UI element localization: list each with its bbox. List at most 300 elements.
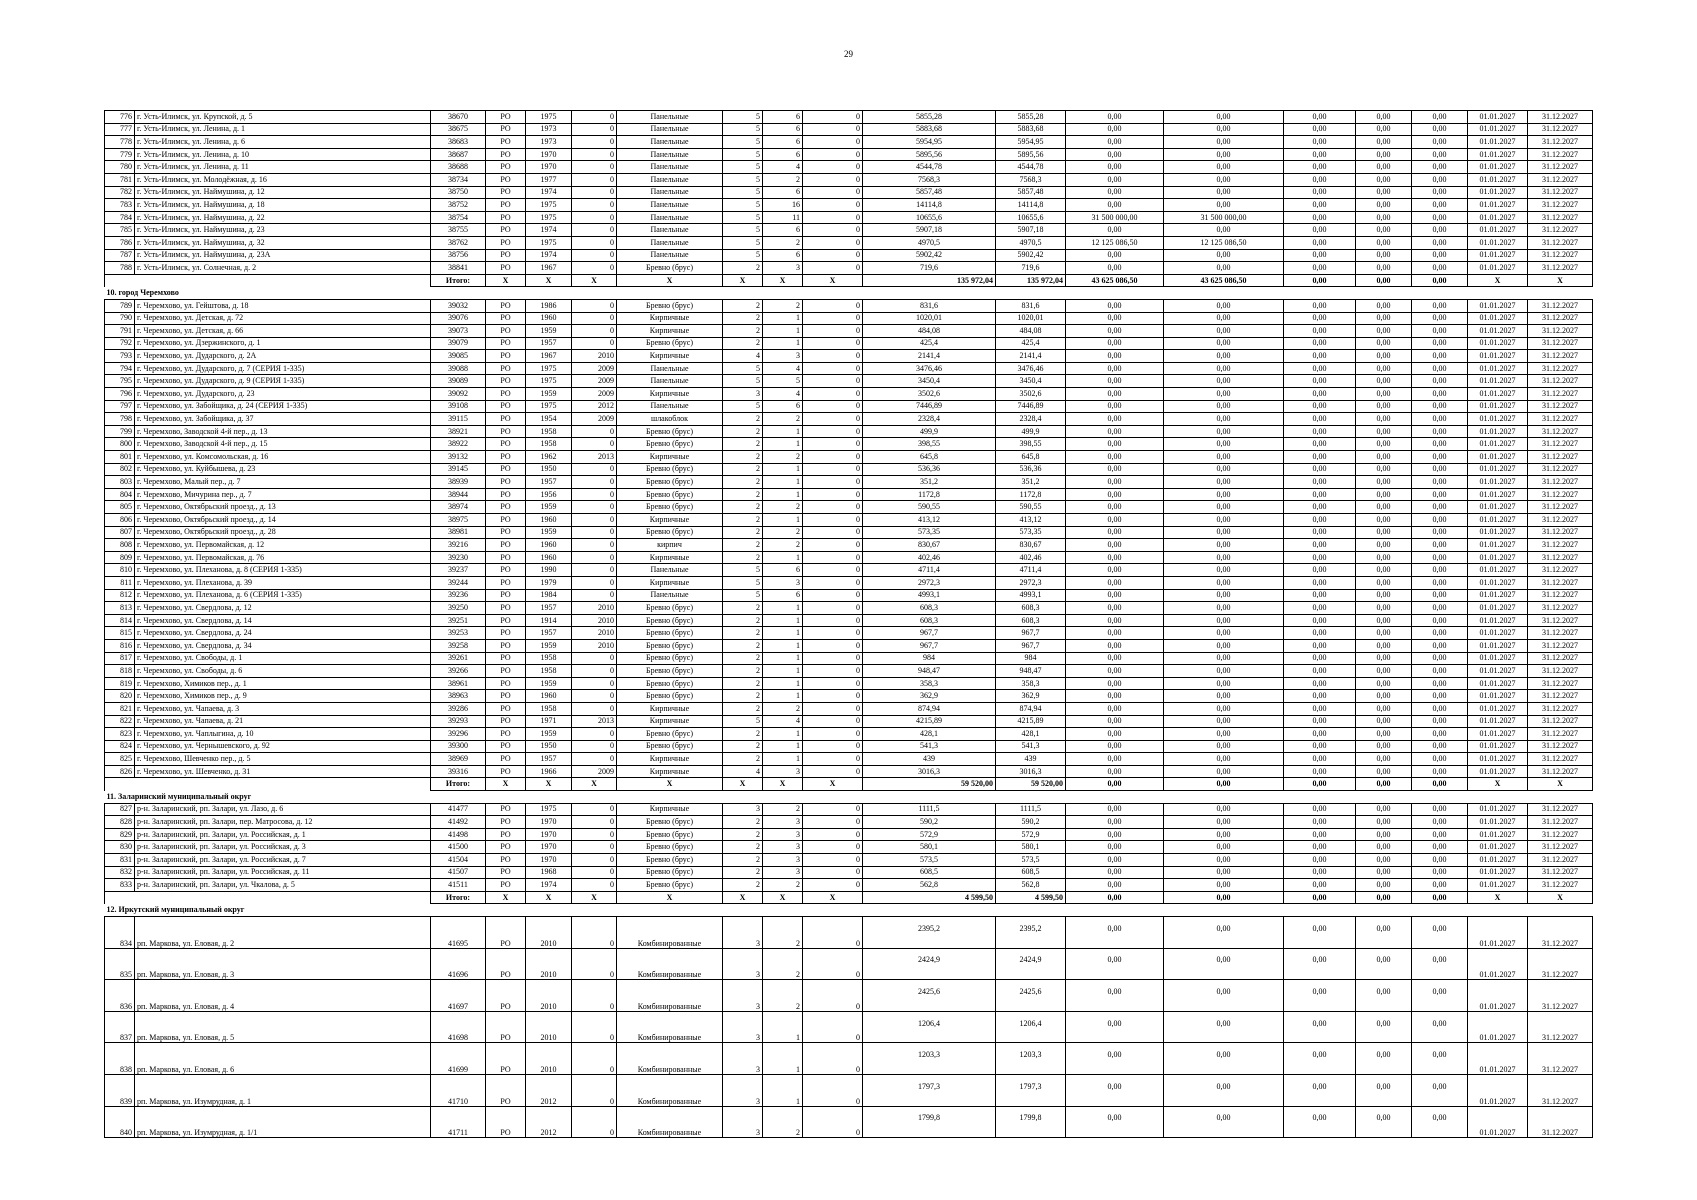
table-cell: РО [486, 602, 526, 615]
table-cell: 5883,68 [863, 123, 996, 136]
table-cell: 0,00 [1066, 1043, 1164, 1075]
table-cell: 0,00 [1356, 388, 1412, 401]
table-cell: 1797,3 [863, 1074, 996, 1106]
table-cell: 0,00 [1412, 123, 1468, 136]
table-cell: 0,00 [1356, 299, 1412, 312]
table-cell: 4711,4 [996, 564, 1066, 577]
row-number: 804 [105, 488, 135, 501]
table-cell: РО [486, 1011, 526, 1043]
table-cell: 2 [763, 526, 803, 539]
table-cell: 0,00 [1412, 451, 1468, 464]
table-cell: 0,00 [1066, 539, 1164, 552]
table-cell: 0 [572, 576, 617, 589]
row-number: 835 [105, 948, 135, 980]
table-cell: 5954,95 [996, 136, 1066, 149]
table-cell: 31.12.2027 [1528, 639, 1593, 652]
address-cell: г. Черемхово, Заводской 4-й пер., д. 13 [135, 425, 431, 438]
table-cell: Бревно (брус) [617, 690, 723, 703]
table-cell: 0,00 [1284, 702, 1356, 715]
table-cell: 0,00 [1066, 148, 1164, 161]
table-cell: 5 [723, 236, 763, 249]
total-cell: 0,00 [1066, 891, 1164, 904]
table-cell: 31.12.2027 [1528, 199, 1593, 212]
table-cell: 01.01.2027 [1468, 765, 1528, 778]
table-cell: Бревно (брус) [617, 627, 723, 640]
table-cell: 01.01.2027 [1468, 602, 1528, 615]
table-cell: 0,00 [1066, 728, 1164, 741]
table-cell: 1 [763, 463, 803, 476]
total-cell: X [572, 891, 617, 904]
table-cell: Кирпичные [617, 715, 723, 728]
table-cell: 0 [572, 1106, 617, 1138]
table-cell: 1975 [526, 375, 572, 388]
table-cell: 1 [763, 551, 803, 564]
address-cell: р-н. Заларинский, рп. Залари, пер. Матросова, д. 12 [135, 816, 431, 829]
table-cell: 0,00 [1066, 948, 1164, 980]
table-cell: 31.12.2027 [1528, 589, 1593, 602]
table-cell: 39092 [431, 388, 486, 401]
table-cell: РО [486, 249, 526, 262]
table-cell: 0,00 [1284, 948, 1356, 980]
table-cell: 1 [763, 514, 803, 527]
table-cell: 0 [803, 224, 863, 237]
table-cell: 38755 [431, 224, 486, 237]
table-cell: 1958 [526, 702, 572, 715]
table-cell: 0 [572, 1043, 617, 1075]
table-cell: 2 [723, 677, 763, 690]
table-cell: 536,36 [863, 463, 996, 476]
table-cell: 2 [723, 325, 763, 338]
total-cell: 135 972,04 [996, 274, 1066, 287]
table-cell: 0,00 [1356, 173, 1412, 186]
table-cell: 0 [803, 1074, 863, 1106]
table-cell: 1020,01 [996, 312, 1066, 325]
table-cell: 0 [572, 438, 617, 451]
table-cell: 2 [723, 690, 763, 703]
table-cell: 0,00 [1164, 1106, 1284, 1138]
table-cell: 0,00 [1284, 224, 1356, 237]
table-cell: 0,00 [1164, 224, 1284, 237]
total-cell: X [617, 891, 723, 904]
table-cell: 01.01.2027 [1468, 753, 1528, 766]
table-cell: 4711,4 [863, 564, 996, 577]
table-cell: 0,00 [1412, 1074, 1468, 1106]
table-cell: 01.01.2027 [1468, 111, 1528, 124]
address-cell: г. Черемхово, ул. Чернышевского, д. 92 [135, 740, 431, 753]
table-cell: 2 [763, 980, 803, 1012]
table-cell: 0 [572, 980, 617, 1012]
table-cell: 0,00 [1066, 476, 1164, 489]
table-cell: 39251 [431, 614, 486, 627]
table-cell: 2013 [572, 451, 617, 464]
table-cell: 0,00 [1356, 702, 1412, 715]
total-cell: X [763, 778, 803, 791]
table-cell: РО [486, 111, 526, 124]
table-cell: 0,00 [1356, 728, 1412, 741]
table-cell: Панельные [617, 111, 723, 124]
table-cell: 31.12.2027 [1528, 350, 1593, 363]
table-cell: 01.01.2027 [1468, 173, 1528, 186]
total-cell: 0,00 [1356, 778, 1412, 791]
address-cell: рп. Маркова, ул. Еловая, д. 5 [135, 1011, 431, 1043]
table-cell: 1950 [526, 463, 572, 476]
table-cell: 0,00 [1284, 262, 1356, 275]
table-cell: 0,00 [1356, 589, 1412, 602]
table-cell: 645,8 [996, 451, 1066, 464]
table-cell: 1957 [526, 602, 572, 615]
table-cell: 0,00 [1164, 690, 1284, 703]
table-cell: 31.12.2027 [1528, 879, 1593, 892]
table-cell: 1959 [526, 325, 572, 338]
table-cell: 0 [572, 161, 617, 174]
table-cell: 0 [572, 652, 617, 665]
table-cell: 4 [723, 765, 763, 778]
table-cell: 5954,95 [863, 136, 996, 149]
table-cell: 01.01.2027 [1468, 841, 1528, 854]
table-cell: 590,55 [863, 501, 996, 514]
table-cell: 38921 [431, 425, 486, 438]
table-cell: 01.01.2027 [1468, 375, 1528, 388]
table-cell: Бревно (брус) [617, 740, 723, 753]
table-cell: 0 [803, 375, 863, 388]
table-cell: 38944 [431, 488, 486, 501]
table-cell: 0,00 [1284, 514, 1356, 527]
table-cell: 0,00 [1164, 841, 1284, 854]
address-cell: г. Черемхово, ул. Первомайская, д. 12 [135, 539, 431, 552]
table-cell: 0,00 [1284, 312, 1356, 325]
table-cell: 5907,18 [863, 224, 996, 237]
table-cell: 0,00 [1412, 627, 1468, 640]
table-cell: 0 [803, 514, 863, 527]
table-cell: 0 [572, 224, 617, 237]
table-cell: 0,00 [1164, 148, 1284, 161]
table-cell: 0,00 [1164, 375, 1284, 388]
address-cell: г. Черемхово, ул. Дударского, д. 23 [135, 388, 431, 401]
table-cell: 2012 [526, 1074, 572, 1106]
row-number: 820 [105, 690, 135, 703]
table-cell: 31.12.2027 [1528, 602, 1593, 615]
table-cell: 0 [803, 501, 863, 514]
table-cell: 1967 [526, 350, 572, 363]
table-cell: 0,00 [1412, 375, 1468, 388]
row-number: 810 [105, 564, 135, 577]
address-cell: г. Черемхово, Октябрьский проезд., д. 28 [135, 526, 431, 539]
table-cell: 31 500 000,00 [1066, 211, 1164, 224]
table-row [105, 299, 1593, 312]
table-cell: 0,00 [1284, 161, 1356, 174]
table-cell: 6 [763, 400, 803, 413]
table-cell: Кирпичные [617, 765, 723, 778]
row-number: 816 [105, 639, 135, 652]
table-cell: 0,00 [1284, 1043, 1356, 1075]
table-cell: 358,3 [996, 677, 1066, 690]
row-number: 784 [105, 211, 135, 224]
table-cell: 39089 [431, 375, 486, 388]
table-cell: РО [486, 325, 526, 338]
table-row [105, 627, 1593, 640]
table-cell: 31.12.2027 [1528, 488, 1593, 501]
table-row [105, 312, 1593, 325]
row-number: 812 [105, 589, 135, 602]
table-cell: 41695 [431, 917, 486, 949]
table-cell: 0 [572, 337, 617, 350]
table-cell: 31 500 000,00 [1164, 211, 1284, 224]
table-cell: 39300 [431, 740, 486, 753]
table-cell: 31.12.2027 [1528, 1011, 1593, 1043]
table-cell: 31.12.2027 [1528, 111, 1593, 124]
table-cell: 3 [763, 262, 803, 275]
table-cell: 6 [763, 224, 803, 237]
table-cell: 31.12.2027 [1528, 514, 1593, 527]
table-cell: 0,00 [1356, 816, 1412, 829]
section-header-row [105, 904, 1593, 917]
total-cell: X [1468, 274, 1528, 287]
table-cell: 01.01.2027 [1468, 728, 1528, 741]
table-cell: 1957 [526, 627, 572, 640]
table-cell: 413,12 [863, 514, 996, 527]
table-cell: 0,00 [1164, 614, 1284, 627]
table-body [105, 111, 1593, 1138]
table-cell: РО [486, 262, 526, 275]
table-cell: 580,1 [996, 841, 1066, 854]
table-cell: 0,00 [1284, 337, 1356, 350]
table-cell: 1957 [526, 476, 572, 489]
table-cell: 0 [803, 400, 863, 413]
table-cell: 0,00 [1356, 249, 1412, 262]
table-cell: 0,00 [1164, 451, 1284, 464]
table-cell: 0,00 [1412, 639, 1468, 652]
table-cell: 0,00 [1412, 249, 1468, 262]
table-cell: 0,00 [1412, 325, 1468, 338]
table-cell: 01.01.2027 [1468, 980, 1528, 1012]
table-cell: 425,4 [863, 337, 996, 350]
table-cell: 0,00 [1284, 539, 1356, 552]
table-cell: 0,00 [1164, 589, 1284, 602]
table-cell: 0,00 [1356, 1106, 1412, 1138]
table-cell: 1172,8 [996, 488, 1066, 501]
row-number: 805 [105, 501, 135, 514]
table-cell: 01.01.2027 [1468, 526, 1528, 539]
table-cell: 0 [572, 753, 617, 766]
table-cell: 0,00 [1066, 816, 1164, 829]
table-cell: 7446,89 [863, 400, 996, 413]
table-cell: 1979 [526, 576, 572, 589]
table-cell: 0 [572, 488, 617, 501]
table-cell: 0 [572, 173, 617, 186]
table-cell: 1960 [526, 514, 572, 527]
table-cell: РО [486, 576, 526, 589]
table-cell: 0,00 [1412, 980, 1468, 1012]
table-cell: 5 [723, 211, 763, 224]
table-cell: РО [486, 1043, 526, 1075]
table-cell: Комбинированные [617, 948, 723, 980]
table-cell: 439 [996, 753, 1066, 766]
total-cell: X [486, 274, 526, 287]
table-cell: 6 [763, 564, 803, 577]
table-cell: Бревно (брус) [617, 501, 723, 514]
table-cell: 831,6 [863, 299, 996, 312]
table-cell: 0,00 [1284, 690, 1356, 703]
table-cell: 0,00 [1284, 425, 1356, 438]
table-cell: Бревно (брус) [617, 488, 723, 501]
table-cell: 1966 [526, 765, 572, 778]
table-cell: 0,00 [1066, 199, 1164, 212]
table-row [105, 388, 1593, 401]
table-cell: 2010 [572, 350, 617, 363]
table-cell: 41698 [431, 1011, 486, 1043]
table-cell: 2 [763, 1106, 803, 1138]
table-cell: 0 [803, 828, 863, 841]
address-cell: г. Усть-Илимск, ул. Молодёжная, д. 16 [135, 173, 431, 186]
table-cell: 01.01.2027 [1468, 1074, 1528, 1106]
table-cell: 38687 [431, 148, 486, 161]
table-cell: 0,00 [1164, 111, 1284, 124]
table-cell: 39115 [431, 413, 486, 426]
table-cell: Бревно (брус) [617, 652, 723, 665]
table-cell: 0 [572, 828, 617, 841]
table-cell: 1958 [526, 425, 572, 438]
table-cell: 01.01.2027 [1468, 665, 1528, 678]
row-number: 830 [105, 841, 135, 854]
table-cell: 351,2 [996, 476, 1066, 489]
table-cell: 0,00 [1412, 753, 1468, 766]
table-row [105, 816, 1593, 829]
table-cell: 4 [723, 350, 763, 363]
table-row [105, 262, 1593, 275]
table-row [105, 677, 1593, 690]
total-cell: 0,00 [1412, 274, 1468, 287]
table-cell: 0,00 [1066, 690, 1164, 703]
table-cell: 967,7 [863, 627, 996, 640]
address-cell: г. Черемхово, Химиков пер., д. 9 [135, 690, 431, 703]
table-cell: 1 [763, 677, 803, 690]
table-cell: 5 [723, 136, 763, 149]
table-cell: 01.01.2027 [1468, 589, 1528, 602]
table-cell: 5895,56 [863, 148, 996, 161]
total-cell: X [803, 274, 863, 287]
table-cell: 38762 [431, 236, 486, 249]
table-cell: РО [486, 728, 526, 741]
table-row [105, 463, 1593, 476]
table-cell: Комбинированные [617, 917, 723, 949]
table-row [105, 948, 1593, 980]
table-cell: 0,00 [1164, 728, 1284, 741]
row-number: 782 [105, 186, 135, 199]
table-cell: 1 [763, 488, 803, 501]
table-cell: 01.01.2027 [1468, 1106, 1528, 1138]
table-cell: 0,00 [1412, 576, 1468, 589]
table-cell: 0,00 [1284, 551, 1356, 564]
table-cell: 0,00 [1356, 866, 1412, 879]
table-cell: 31.12.2027 [1528, 375, 1593, 388]
table-cell: 0 [803, 488, 863, 501]
total-cell: 0,00 [1284, 274, 1356, 287]
table-cell: 573,35 [863, 526, 996, 539]
table-cell: 14114,8 [996, 199, 1066, 212]
table-cell: 0,00 [1066, 400, 1164, 413]
table-cell: 0,00 [1284, 665, 1356, 678]
table-cell: 31.12.2027 [1528, 715, 1593, 728]
table-cell: 31.12.2027 [1528, 173, 1593, 186]
table-cell: 0,00 [1284, 123, 1356, 136]
table-cell: РО [486, 362, 526, 375]
table-cell: 0,00 [1356, 451, 1412, 464]
table-cell: 484,08 [863, 325, 996, 338]
table-cell: 830,67 [996, 539, 1066, 552]
table-cell: 01.01.2027 [1468, 627, 1528, 640]
table-cell: 2 [723, 639, 763, 652]
table-cell: 10655,6 [996, 211, 1066, 224]
table-cell: Бревно (брус) [617, 463, 723, 476]
table-cell: 0,00 [1164, 677, 1284, 690]
table-cell: 0,00 [1066, 665, 1164, 678]
table-cell: 31.12.2027 [1528, 576, 1593, 589]
table-cell: 31.12.2027 [1528, 564, 1593, 577]
row-number: 832 [105, 866, 135, 879]
table-cell: 38683 [431, 136, 486, 149]
table-cell: 38922 [431, 438, 486, 451]
row-number: 787 [105, 249, 135, 262]
table-cell: 0,00 [1284, 753, 1356, 766]
table-cell: 01.01.2027 [1468, 249, 1528, 262]
table-cell: 38750 [431, 186, 486, 199]
table-cell: 0,00 [1356, 236, 1412, 249]
table-cell: 3 [723, 803, 763, 816]
row-number: 821 [105, 702, 135, 715]
table-cell: 1959 [526, 388, 572, 401]
total-cell: 0,00 [1284, 891, 1356, 904]
table-row [105, 375, 1593, 388]
row-number: 828 [105, 816, 135, 829]
address-cell: г. Черемхово, ул. Шевченко, д. 31 [135, 765, 431, 778]
table-row [105, 702, 1593, 715]
table-cell: Бревно (брус) [617, 526, 723, 539]
table-cell: РО [486, 828, 526, 841]
table-cell: 2009 [572, 413, 617, 426]
table-cell: 0,00 [1412, 1106, 1468, 1138]
table-cell: 1 [763, 602, 803, 615]
table-cell: РО [486, 400, 526, 413]
table-cell: 1959 [526, 501, 572, 514]
table-cell: 5 [723, 123, 763, 136]
table-cell: 0,00 [1066, 1074, 1164, 1106]
table-cell: 0 [803, 413, 863, 426]
table-cell: 0,00 [1356, 539, 1412, 552]
table-cell: 39236 [431, 589, 486, 602]
table-cell: 0 [572, 539, 617, 552]
table-cell: Панельные [617, 186, 723, 199]
table-cell: 967,7 [863, 639, 996, 652]
row-number: 779 [105, 148, 135, 161]
table-cell: РО [486, 501, 526, 514]
table-cell: 2010 [526, 1043, 572, 1075]
table-cell: 31.12.2027 [1528, 476, 1593, 489]
table-cell: 01.01.2027 [1468, 236, 1528, 249]
total-blank-cell [105, 274, 431, 287]
table-cell: 0 [803, 211, 863, 224]
table-cell: 541,3 [996, 740, 1066, 753]
table-cell: 0,00 [1412, 350, 1468, 363]
table-cell: 31.12.2027 [1528, 816, 1593, 829]
table-cell: 0,00 [1356, 652, 1412, 665]
table-cell: 0,00 [1412, 312, 1468, 325]
address-cell: г. Черемхово, ул. Свердлова, д. 14 [135, 614, 431, 627]
table-cell: 0,00 [1412, 665, 1468, 678]
address-cell: г. Черемхово, ул. Комсомольская, д. 16 [135, 451, 431, 464]
address-cell: г. Черемхово, ул. Куйбышева, д. 23 [135, 463, 431, 476]
table-cell: 6 [763, 123, 803, 136]
table-cell: 3 [723, 1043, 763, 1075]
